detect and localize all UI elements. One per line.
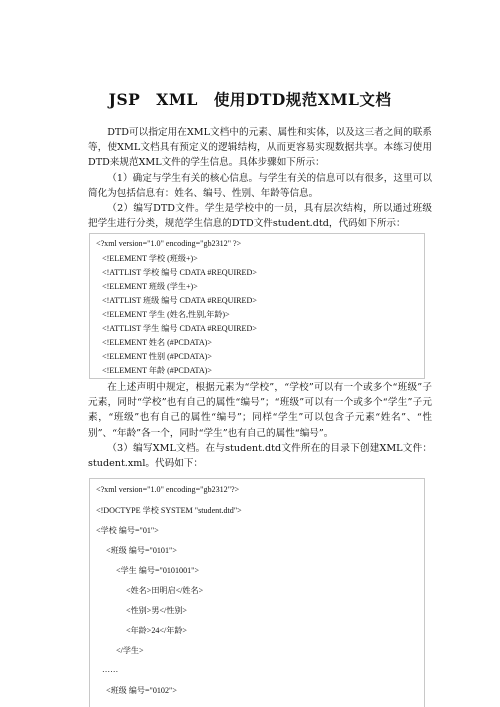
code-line: <!ELEMENT 学校 (班级+)>: [102, 254, 198, 263]
step-2-paragraph: （2）编写DTD文件。学生是学校中的一员，具有层次结构，所以通过班级把学生进行分类，规范学生信息的DTD文件student.dtd，代码如下所示：: [88, 203, 432, 230]
code-line: <!ATTLIST 学生 编号 CDATA #REQUIRED>: [102, 324, 257, 333]
code-line: <!ATTLIST 学校 编号 CDATA #REQUIRED>: [102, 268, 257, 277]
code-line: <!DOCTYPE 学校 SYSTEM "student.dtd">: [96, 506, 242, 515]
explanation-paragraph: 在上述声明中规定，根据元素为“学校”，“学校”可以有一个或多个“班级”子元素，同时“学校”也有自己的属性“编号”；“班级”可以有一个或多个“学生”子元素，“班级”也有自己的属性“编号”；同样“学生”可以包含子元素“姓名”、“性别”、“年龄”各一个，同时“学生”也有自己的属性“编号”。: [88, 382, 432, 439]
page-title: JSP XML 使用DTD规范XML文档: [108, 90, 392, 109]
intro-paragraph: DTD可以指定用在XML文档中的元素、属性和实体，以及这三者之间的联系等，使XML文档具有预定义的逻辑结构，从而更容易实现数据共享。本练习使用DTD来规范XML文件的学生信息。具体步骤如下所示：: [88, 127, 432, 169]
code-line: <!ELEMENT 班级 (学生+)>: [102, 282, 198, 291]
code-line: <!ELEMENT 性别 (#PCDATA)>: [102, 352, 212, 361]
code-line: ……: [102, 665, 119, 674]
step-1-paragraph: （1）确定与学生有关的核心信息。与学生有关的信息可以有很多，这里可以简化为包括信息有：姓名、编号、性别、年龄等信息。: [88, 172, 432, 199]
step-3-paragraph: （3）编写XML文档。在与student.dtd文件所在的目录下创建XML文件：student.xml。代码如下：: [88, 442, 432, 470]
code-line: <!ATTLIST 班级 编号 CDATA #REQUIRED>: [102, 296, 257, 305]
code-line: </学生>: [116, 646, 144, 655]
code-line: <?xml version="1.0" encoding="gb2312"?>: [96, 485, 240, 494]
intro-section: [88, 125, 432, 231]
code-line: <!ELEMENT 学生 (姓名,性别,年龄)>: [102, 310, 230, 319]
code-line: <!ELEMENT 年龄 (#PCDATA)>: [102, 366, 212, 375]
code-line: <班级 编号="0102">: [106, 686, 177, 695]
code-line: <学生 编号="0101001">: [116, 566, 200, 575]
code-line: <班级 编号="0101">: [106, 546, 177, 555]
dtd-code-block: [89, 233, 425, 379]
code-line: <姓名>田明启</姓名>: [126, 586, 204, 595]
code-line: <年龄>24</年龄>: [126, 626, 187, 635]
code-line: <!ELEMENT 姓名 (#PCDATA)>: [102, 338, 212, 347]
code-line: <学校 编号="01">: [96, 526, 159, 535]
xml-code-block: [89, 478, 425, 707]
code-line: <性别>男</性别>: [126, 606, 187, 615]
explanation-section: [88, 380, 432, 471]
code-line: <?xml version="1.0" encoding="gb2312" ?>: [96, 239, 242, 248]
